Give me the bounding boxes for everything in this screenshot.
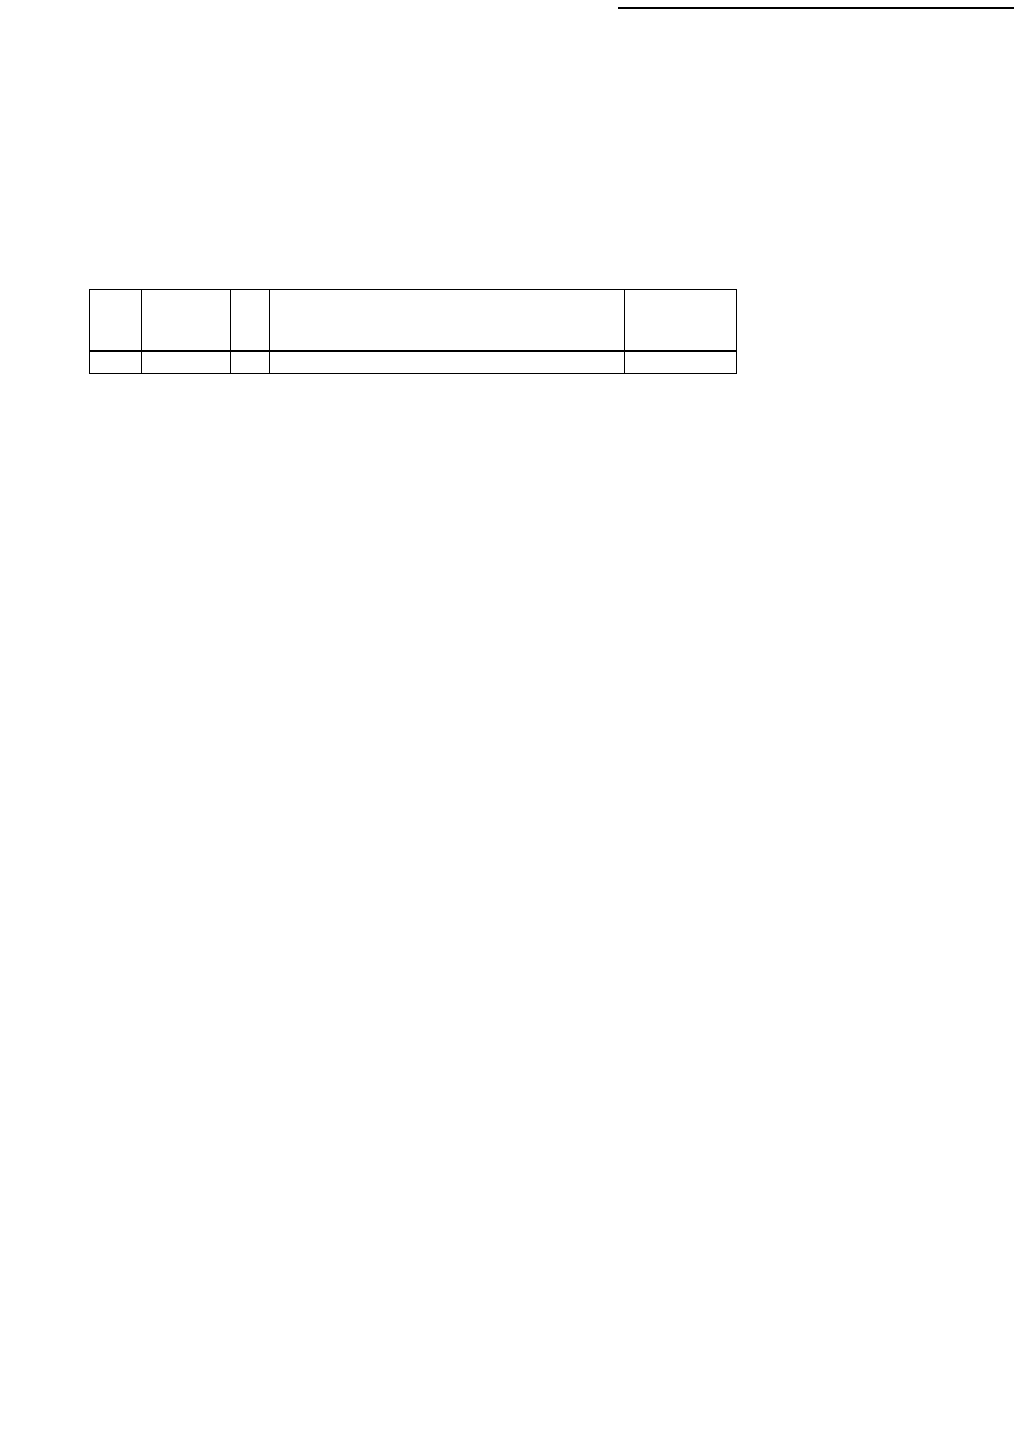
- column-number: [269, 351, 625, 374]
- header-paragraf: [230, 289, 270, 351]
- budget-table: [89, 289, 737, 374]
- top-rule: [618, 7, 1014, 9]
- title-line: [262, 38, 632, 59]
- header-dzial: [89, 289, 142, 351]
- document-title: [262, 38, 632, 59]
- column-number: [89, 351, 142, 374]
- column-number: [141, 351, 231, 374]
- header-nazwa: [269, 289, 625, 351]
- table-column-numbers: [89, 351, 737, 374]
- header-rozdzial: [141, 289, 231, 351]
- column-number: [230, 351, 270, 374]
- header-plan: [624, 289, 737, 351]
- table-header: [89, 289, 737, 351]
- column-number: [624, 351, 737, 374]
